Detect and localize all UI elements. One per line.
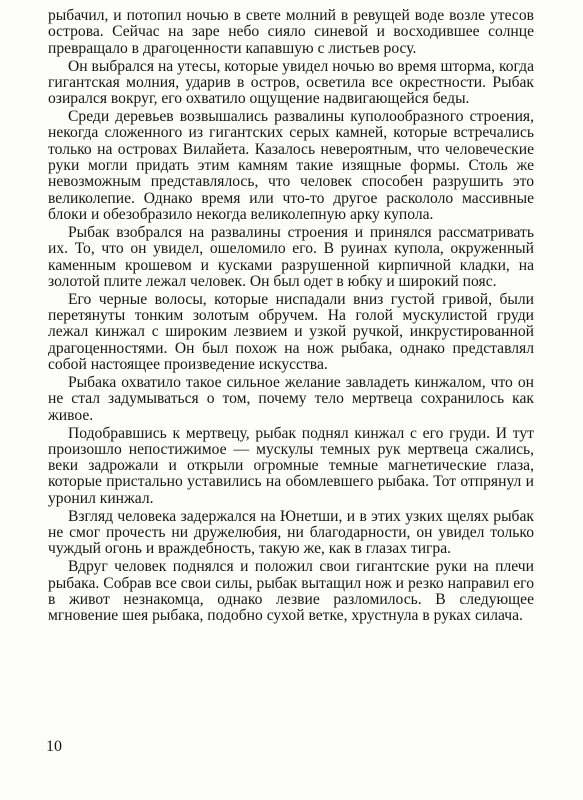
paragraph-6: Рыбака охватило такое сильное желание завладеть кинжалом, что он не стал задумываться о том, почему тело мертвеца сохранилось как живое. <box>48 373 534 424</box>
paragraph-4: Рыбак взобрался на развалины строения и принялся рассматривать их. То, что он увидел, ошеломило его. В руинах купола, окруженный каменным крошевом и кусками разрушенной кирпичной кладки, на золотой плите лежал человек. Он был одет в юбку и широкий пояс. <box>48 223 534 290</box>
paragraph-5: Его черные волосы, которые ниспадали вниз густой гривой, были перетянуты тонким золотым обручем. На голой мускулистой груди лежал кинжал с широким лезвием и узкой ручкой, инкрустированной драгоценностями. Он был похож на нож рыбака, однако представлял собой настоящее произведение искусства. <box>48 290 534 373</box>
paragraph-9: Вдруг человек поднялся и положил свои гигантские руки на плечи рыбака. Собрав все свои силы, рыбак вытащил нож и резко направил его в живот незнакомца, однако лезвие разломилось. В следующее мгновение шея рыбака, подобно сухой ветке, хрустнула в руках силача. <box>48 558 534 625</box>
paragraph-2: Он выбрался на утесы, которые увидел ночью во время шторма, когда гигантская молния, ударив в остров, осветила все окрестности. Рыбак озирался вокруг, его охватило ощущение надвигающейся беды. <box>48 57 534 108</box>
paragraph-3: Среди деревьев возвышались развалины куполообразного строения, некогда сложенного из гигантских серых камней, которые встречались только на островах Вилайета. Казалось невероятным, что человеческие руки могли придать этим камням такие изящные формы. Столь же невозможным представлялось, что человек способен разрушить это великолепие. Однако время или что-то другое раскололо массивные блоки и обезобразило некогда великолепную арку купола. <box>48 108 534 223</box>
paragraph-7: Подобравшись к мертвецу, рыбак поднял кинжал с его груди. И тут произошло непостижимое — мускулы темных рук мертвеца сжались, веки задрожали и открыли огромные темные магнетические глаза, которые пристально уставились на обомлевшего рыбака. Тот отпрянул и уронил кинжал. <box>48 424 534 507</box>
paragraph-8: Взгляд человека задержался на Юнетши, и в этих узких щелях рыбак не смог прочесть ни дружелюбия, ни благодарности, он увидел только чуждый огонь и враждебность, такую же, как в глазах тигра. <box>48 507 534 558</box>
paragraph-1: рыбачил, и потопил ночью в свете молний в ревущей воде возле утесов острова. Сейчас на заре небо сияло синевой и восходившее солнце превращало в драгоценности капавшую с листьев росу. <box>48 7 534 57</box>
page-number: 10 <box>46 738 62 755</box>
body-text <box>48 8 534 626</box>
